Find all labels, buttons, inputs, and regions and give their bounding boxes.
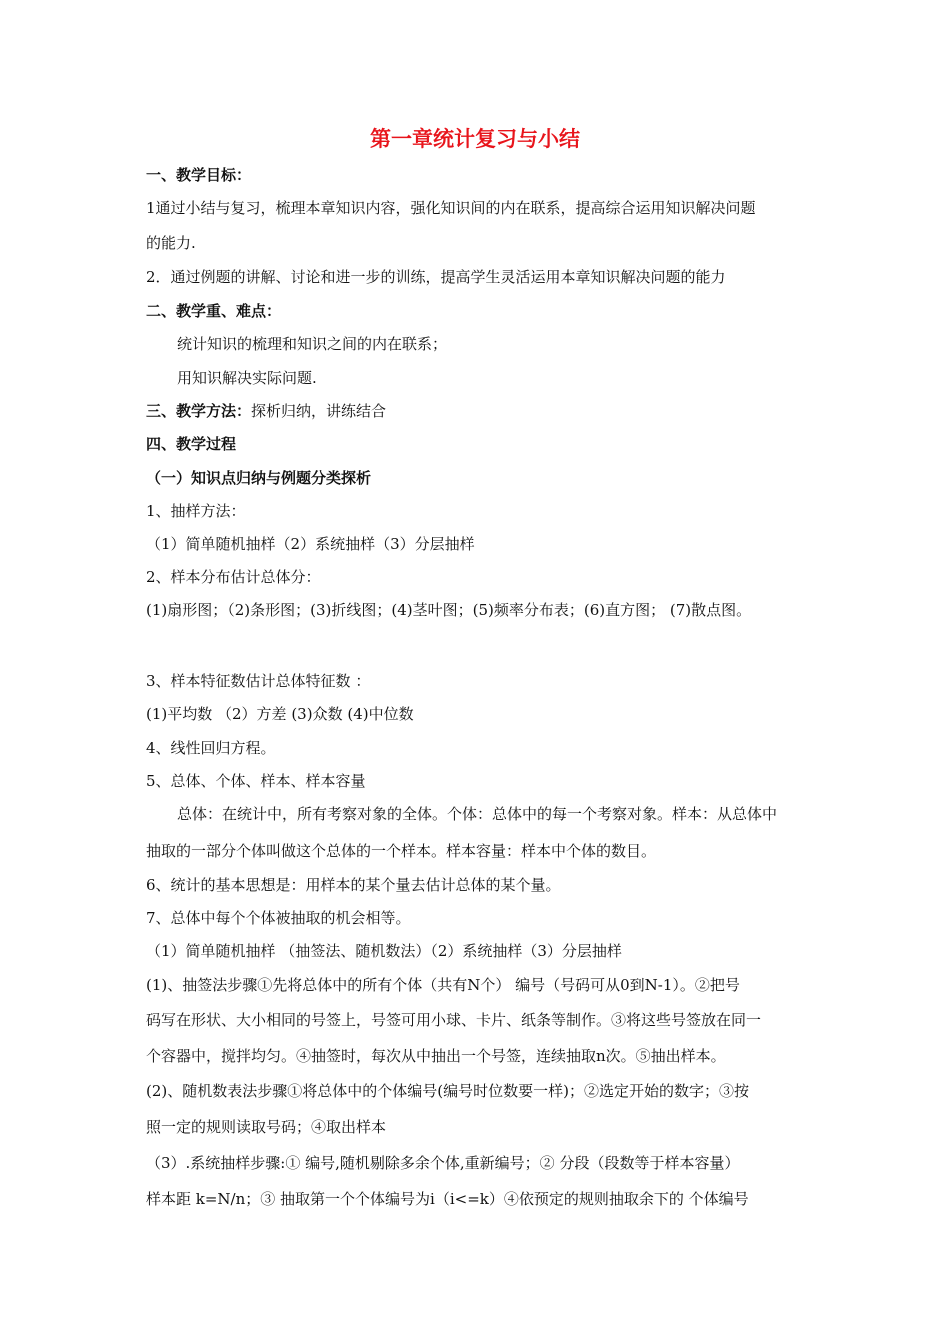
- paragraph-line: 6、统计的基本思想是：用样本的某个量去估计总体的某个量。: [146, 876, 561, 894]
- paragraph-line: 总体：在统计中，所有考察对象的全体。个体：总体中的每一个考察对象。样本：从总体中: [177, 805, 778, 823]
- paragraph-line: 抽取的一部分个体叫做这个总体的一个样本。样本容量：样本中个体的数目。: [146, 842, 657, 860]
- paragraph-line: (1)、抽签法步骤①先将总体中的所有个体（共有N个） 编号（号码可从0到N-1）。②把号: [146, 976, 740, 994]
- methods-text: 探析归纳，讲练结合: [251, 402, 387, 420]
- section-heading-methods: 三、教学方法：: [146, 402, 252, 420]
- page-title: 第一章统计复习与小结: [370, 127, 580, 151]
- paragraph-line: 统计知识的梳理和知识之间的内在联系；: [177, 335, 448, 353]
- paragraph-line: 的能力.: [146, 234, 196, 252]
- section-heading-key-points: 二、教学重、难点：: [146, 302, 282, 320]
- section-heading-process: 四、教学过程: [146, 435, 237, 453]
- paragraph-line: 码写在形状、大小相同的号签上，号签可用小球、卡片、纸条等制作。③将这些号签放在同一: [146, 1011, 762, 1029]
- section-line-methods: [146, 401, 386, 421]
- paragraph-line: 用知识解决实际问题.: [177, 369, 317, 387]
- paragraph-line: (1)平均数 （2）方差 (3)众数 (4)中位数: [146, 705, 414, 723]
- paragraph-line: 1、抽样方法：: [146, 502, 246, 520]
- paragraph-line: （1）简单随机抽样 （抽签法、随机数法）（2）系统抽样（3）分层抽样: [146, 942, 622, 960]
- paragraph-line: （3）.系统抽样步骤:① 编号,随机剔除多余个体,重新编号；② 分段（段数等于样本容量）: [146, 1154, 740, 1172]
- paragraph-line: 样本距 k=N/n；③ 抽取第一个个体编号为i（i<=k）④依预定的规则抽取余下的 个体编号: [146, 1190, 749, 1208]
- paragraph-line: 4、线性回归方程。: [146, 739, 276, 757]
- paragraph-line: 2、样本分布估计总体分：: [146, 568, 321, 586]
- paragraph-line: 1通过小结与复习，梳理本章知识内容，强化知识间的内在联系，提高综合运用知识解决问题: [146, 199, 756, 217]
- subsection-heading: （一）知识点归纳与例题分类探析: [146, 469, 372, 487]
- paragraph-line: 3、样本特征数估计总体特征数 ：: [146, 672, 371, 690]
- paragraph-line: (2)、随机数表法步骤①将总体中的个体编号(编号时位数要一样)；②选定开始的数字；③按: [146, 1082, 749, 1100]
- paragraph-line: （1）简单随机抽样（2）系统抽样（3）分层抽样: [146, 535, 475, 553]
- paragraph-line: 5、总体、个体、样本、样本容量: [146, 772, 366, 790]
- paragraph-line: (1)扇形图；（2)条形图；(3)折线图；(4)茎叶图；(5)频率分布表；(6)直方图； (7)散点图。: [146, 601, 752, 619]
- paragraph-line: 个容器中，搅拌均匀。④抽签时，每次从中抽出一个号签，连续抽取n次。⑤抽出样本。: [146, 1047, 726, 1065]
- section-heading-goals: 一、教学目标：: [146, 166, 252, 184]
- paragraph-line: 照一定的规则读取号码；④取出样本: [146, 1118, 387, 1136]
- paragraph-line: 7、总体中每个个体被抽取的机会相等。: [146, 909, 411, 927]
- paragraph-line: 2．通过例题的讲解、讨论和进一步的训练，提高学生灵活运用本章知识解决问题的能力: [146, 268, 726, 286]
